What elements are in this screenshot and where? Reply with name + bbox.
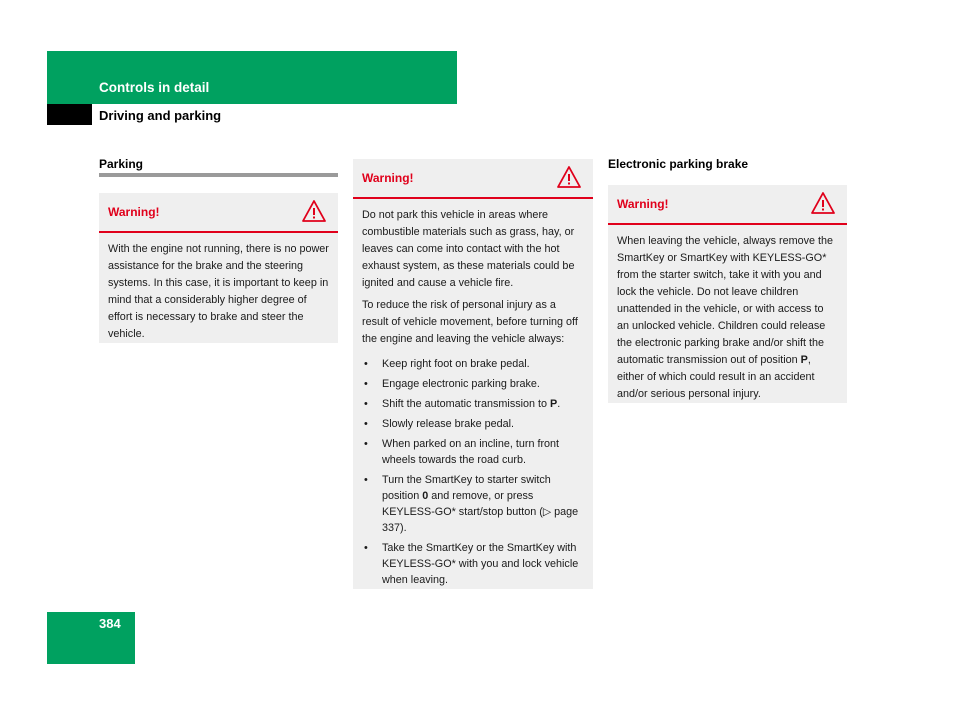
- warning-label: Warning!: [362, 171, 414, 185]
- heading-rule: [99, 173, 338, 177]
- electronic-parking-brake-heading: Electronic parking brake: [608, 157, 749, 171]
- subsection-title: Driving and parking: [99, 108, 222, 123]
- warning-body: [353, 199, 593, 600]
- warning-header: [608, 185, 847, 225]
- warning-triangle-icon: [302, 199, 326, 223]
- warning-box-engine-off: [99, 193, 338, 343]
- list-item: • Keep right foot on brake pedal.: [362, 356, 584, 372]
- parking-steps-list: [362, 356, 584, 588]
- section-title: Controls in detail: [99, 80, 210, 95]
- warning-label: Warning!: [108, 205, 160, 219]
- warning-paragraph-movement: To reduce the risk of personal injury as a result of vehicle movement, before turning off the engine and leaving the vehicle always:: [362, 299, 578, 345]
- parking-heading: Parking: [99, 157, 144, 171]
- warning-text: When leaving the vehicle, always remove the SmartKey or SmartKey with KEYLESS-GO* from the starter switch, take it with you and lock the vehicle. Do not leave children unattended in the vehicle, or with access to an unlocked vehicle. Children could release the electronic parking brake and/or shift the automatic transmission out of position P, either of which could result in an accident and/or serious personal injury.: [617, 235, 834, 400]
- warning-label: Warning!: [617, 197, 669, 211]
- list-item: • Slowly release brake pedal.: [362, 416, 584, 432]
- list-item: • Shift the automatic transmission to P.: [362, 396, 584, 412]
- warning-text: With the engine not running, there is no power assistance for the brake and the steering systems. In this case, it is important to keep in mind that a considerably higher degree of effort is necessary to brake and steer the vehicle.: [108, 243, 329, 340]
- warning-body: [608, 225, 847, 416]
- header-band: [47, 51, 457, 104]
- list-item: • Turn the SmartKey to starter switch position 0 and remove, or press KEYLESS-GO* start/stop button (▷ page 337).: [362, 472, 584, 536]
- warning-triangle-icon: [557, 165, 581, 189]
- list-item: • Engage electronic parking brake.: [362, 376, 584, 392]
- list-item: • Take the SmartKey or the SmartKey with KEYLESS-GO* with you and lock vehicle when leaving.: [362, 540, 584, 588]
- warning-triangle-icon: [811, 191, 835, 215]
- warning-box-parking-brake: [608, 185, 847, 403]
- warning-box-parking: [353, 159, 593, 589]
- warning-paragraph-fire: Do not park this vehicle in areas where combustible materials such as grass, hay, or leaves can come into contact with the hot exhaust system, as these materials could be ignited and cause a vehicle fire.: [362, 209, 575, 289]
- page-number-band: [47, 612, 135, 664]
- page-number: 384: [99, 616, 121, 631]
- warning-body: [99, 233, 338, 356]
- warning-header: [353, 159, 593, 199]
- list-item: • When parked on an incline, turn front wheels towards the road curb.: [362, 436, 584, 468]
- warning-header: [99, 193, 338, 233]
- section-tab-marker: [47, 104, 92, 125]
